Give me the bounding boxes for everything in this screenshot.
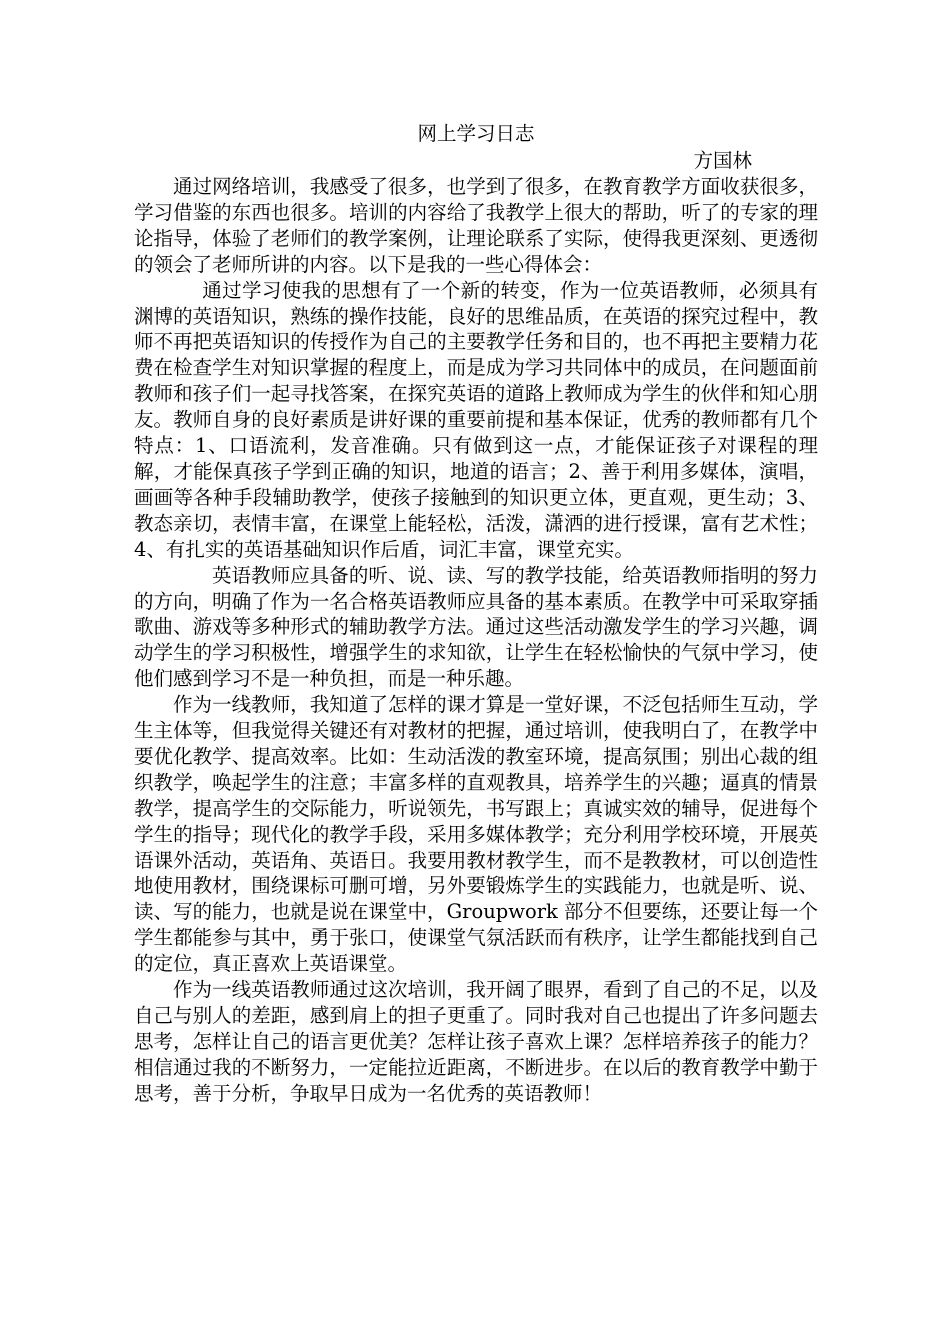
paragraph-4: 作为一线教师，我知道了怎样的课才算是一堂好课，不泛包括师生互动，学生主体等，但我觉得关键还有对教材的把握，通过培训，使我明白了，在教学中要优化教学、提高效率。比如：生动活泼的教室环境，提高氛围；别出心裁的组织教学，唤起学生的注意；丰富多样的直观教具，培养学生的兴趣；逼真的情景教学，提高学生的交际能力，听说领先，书写跟上；真诚实效的辅导，促进每个学生的指导；现代化的教学手段，采用多媒体教学；充分利用学校环境，开展英语课外活动，英语角、英语日。我要用教材教学生，而不是教教材，可以创造性地使用教材，围绕课标可删可增，另外要锻炼学生的实践能力，也就是听、说、读、写的能力，也就是说在课堂中，Groupwork 部分不但要练，还要让每一个学生都能参与其中，勇于张口，使课堂气氛活跃而有秩序，让学生都能找到自己的定位，真正喜欢上英语课堂。 [134,693,818,976]
author-name: 方国林 [693,149,752,172]
document-page [134,120,818,1107]
paragraph-5: 作为一线英语教师通过这次培训，我开阔了眼界，看到了自己的不足，以及自己与别人的差距，感到肩上的担子更重了。同时我对自己也提出了许多问题去思考，怎样让自己的语言更优美？怎样让孩子喜欢上课？怎样培养孩子的能力？相信通过我的不断努力，一定能拉近距离，不断进步。在以后的教育教学中勤于思考，善于分析，争取早日成为一名优秀的英语教师！ [134,978,818,1105]
document-title: 网上学习日志 [417,122,535,145]
paragraph-3: 英语教师应具备的听、说、读、写的教学技能，给英语教师指明的努力的方向，明确了作为一名合格英语教师应具备的基本素质。在教学中可采取穿插歌曲、游戏等多种形式的辅助教学方法。通过这些活动激发学生的学习兴趣，调动学生的学习积极性，增强学生的求知欲，让学生在轻松愉快的气氛中学习，使他们感到学习不是一种负担，而是一种乐趣。 [134,563,818,691]
paragraph-2: 通过学习使我的思想有了一个新的转变，作为一位英语教师，必须具有渊博的英语知识，熟练的操作技能，良好的思维品质，在英语的探究过程中，教师不再把英语知识的传授作为自己的主要教学任务和目的，也不再把主要精力花费在检查学生对知识掌握的程度上，而是成为学习共同体中的成员，在问题面前教师和孩子们一起寻找答案，在探究英语的道路上教师成为学生的伙伴和知心朋友。教师自身的良好素质是讲好课的重要前提和基本保证，优秀的教师都有几个特点：1、口语流利，发音准确。只有做到这一点，才能保证孩子对课程的理解，才能保真孩子学到正确的知识，地道的语言；2、善于利用多媒体，演唱，画画等各种手段辅助教学，使孩子接触到的知识更立体，更直观，更生动；3、教态亲切，表情丰富，在课堂上能轻松，活泼，潇洒的进行授课，富有艺术性；4、有扎实的英语基础知识作后盾，词汇丰富，课堂充实。 [134,278,818,561]
paragraph-1: 通过网络培训，我感受了很多，也学到了很多，在教育教学方面收获很多，学习借鉴的东西也很多。培训的内容给了我教学上很大的帮助，听了的专家的理论指导，体验了老师们的教学案例，让理论联系了实际，使得我更深刻、更透彻的领会了老师所讲的内容。以下是我的一些心得体会： [134,175,818,276]
